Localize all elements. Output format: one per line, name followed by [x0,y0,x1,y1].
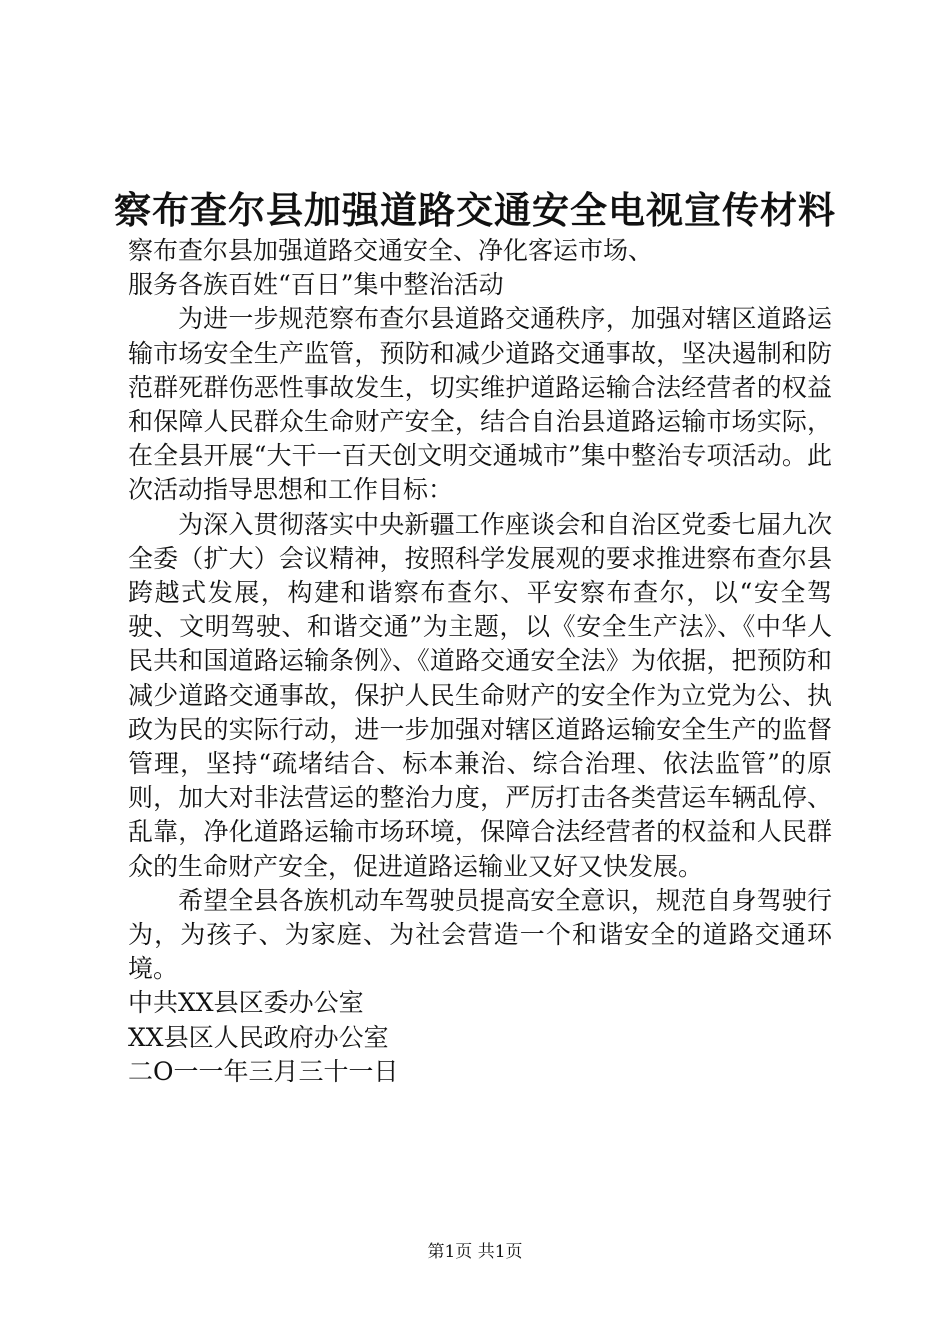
paragraph-appeal: 希望全县各族机动车驾驶员提高安全意识，规范自身驾驶行为，为孩子、为家庭、为社会营造一个和谐安全的道路交通环境。 [128,885,832,984]
paragraph-intro: 为进一步规范察布查尔县道路交通秩序，加强对辖区道路运输市场安全生产监管，预防和减少道路交通事故，坚决遏制和防范群死群伤恶性事故发生，切实维护道路运输合法经营者的权益和保障人民群众生命财产安全，结合自治县道路运输市场实际，在全县开展“大干一百天创文明交通城市”集中整治专项活动。此次活动指导思想和工作目标： [128,304,832,505]
document-body [128,234,832,1089]
page-number-footer: 第1页 共1页 [427,1242,523,1262]
document-title: 察布查尔县加强道路交通安全电视宣传材料 [114,188,836,232]
signature-date: 二O一一年三月三十一日 [128,1056,399,1086]
subtitle-line-1: 察布查尔县加强道路交通安全、净化客运市场、 [128,236,654,265]
subtitle-line-2: 服务各族百姓“百日”集中整治活动 [128,270,504,300]
signature-org-2: XX县区人民政府办公室 [128,1022,389,1052]
paragraph-guiding-thought: 为深入贯彻落实中央新疆工作座谈会和自治区党委七届九次全委（扩大）会议精神，按照科学发展观的要求推进察布查尔县跨越式发展，构建和谐察布查尔、平安察布查尔，以“安全驾驶、文明驾驶、和谐交通”为主题，以《安全生产法》、《中华人民共和国道路运输条例》、《道路交通安全法》为依据，把预防和减少道路交通事故，保护人民生命财产的安全作为立党为公、执政为民的实际行动，进一步加强对辖区道路运输安全生产的监督管理，坚持“疏堵结合、标本兼治、综合治理、依法监管”的原则，加大对非法营运的整治力度，严厉打击各类营运车辆乱停、乱靠，净化道路运输市场环境，保障合法经营者的权益和人民群众的生命财产安全，促进道路运输业又好又快发展。 [128,509,832,881]
signature-org-1: 中共XX县区委办公室 [128,988,364,1018]
